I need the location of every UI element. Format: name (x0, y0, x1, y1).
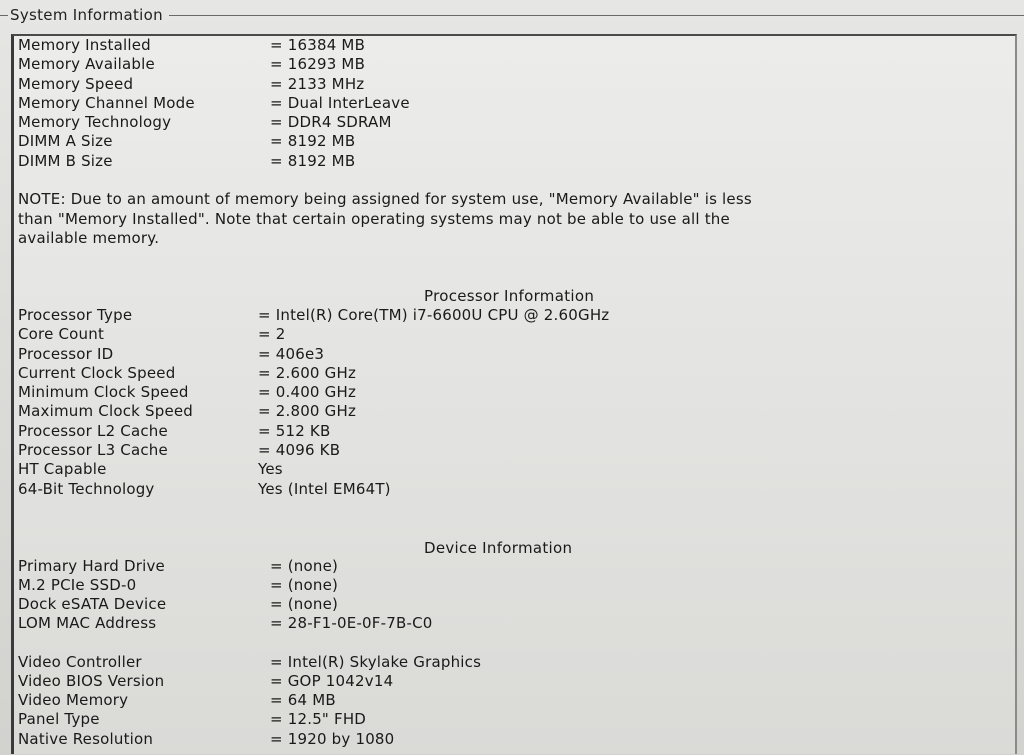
processor-label: Minimum Clock Speed (18, 383, 189, 401)
memory-value: = 16293 MB (270, 55, 366, 73)
memory-label: Memory Installed (18, 36, 151, 54)
memory-note-line: than "Memory Installed". Note that certain operating systems may not be able to use all the (18, 209, 730, 228)
memory-label: Memory Speed (18, 75, 134, 93)
device-value: = 1920 by 1080 (270, 730, 395, 748)
device-value: = GOP 1042v14 (270, 672, 394, 690)
device-section-title: Device Information (424, 539, 573, 557)
device-value: = (none) (270, 557, 339, 575)
processor-label: HT Capable (18, 460, 107, 478)
memory-value: = 2133 MHz (270, 75, 365, 93)
device-label: LOM MAC Address (18, 614, 157, 632)
device-value: = (none) (270, 576, 339, 594)
processor-value: Yes (Intel EM64T) (258, 480, 391, 498)
memory-label: DIMM B Size (18, 152, 113, 170)
processor-label: Processor ID (18, 345, 114, 363)
device-value: = (none) (270, 595, 339, 613)
device-value: = 28-F1-0E-0F-7B-C0 (270, 614, 433, 632)
processor-label: Core Count (18, 325, 105, 343)
memory-label: Memory Available (18, 55, 155, 73)
memory-note-line: available memory. (18, 229, 160, 247)
device-label: Primary Hard Drive (18, 557, 165, 575)
processor-label: Maximum Clock Speed (18, 402, 194, 420)
device-label: Video BIOS Version (18, 672, 165, 690)
processor-section-title: Processor Information (424, 287, 595, 305)
memory-note (18, 190, 918, 249)
processor-value: Yes (258, 460, 283, 478)
device-label: Native Resolution (18, 730, 154, 748)
device-label: M.2 PCIe SSD-0 (18, 576, 137, 594)
processor-label: Processor Type (18, 306, 133, 324)
device-label: Video Controller (18, 653, 142, 671)
processor-value: = 2.600 GHz (258, 364, 357, 382)
memory-value: = DDR4 SDRAM (270, 113, 392, 131)
processor-value: = 2.800 GHz (258, 402, 357, 420)
processor-value: = 512 KB (258, 422, 331, 440)
memory-value: = Dual InterLeave (270, 94, 410, 112)
processor-label: 64-Bit Technology (18, 480, 155, 498)
device-label: Video Memory (18, 691, 129, 709)
device-value: = Intel(R) Skylake Graphics (270, 653, 482, 671)
memory-note-line: NOTE: Due to an amount of memory being assigned for system use, "Memory Available" is less (18, 190, 752, 208)
memory-label: DIMM A Size (18, 132, 113, 150)
device-value: = 64 MB (270, 691, 336, 709)
memory-label: Memory Technology (18, 113, 172, 131)
processor-label: Current Clock Speed (18, 364, 176, 382)
memory-value: = 16384 MB (270, 36, 366, 54)
processor-value: = Intel(R) Core(TM) i7-6600U CPU @ 2.60GHz (258, 306, 610, 324)
processor-value: = 406e3 (258, 345, 325, 363)
memory-value: = 8192 MB (270, 152, 356, 170)
device-label: Dock eSATA Device (18, 595, 167, 613)
device-value: = 12.5" FHD (270, 710, 367, 728)
processor-label: Processor L2 Cache (18, 422, 168, 440)
memory-label: Memory Channel Mode (18, 94, 195, 112)
processor-label: Processor L3 Cache (18, 441, 168, 459)
memory-value: = 8192 MB (270, 132, 356, 150)
processor-value: = 4096 KB (258, 441, 341, 459)
groupbox-title: System Information (8, 6, 169, 24)
processor-value: = 0.400 GHz (258, 383, 357, 401)
device-label: Panel Type (18, 710, 100, 728)
processor-value: = 2 (258, 325, 286, 343)
